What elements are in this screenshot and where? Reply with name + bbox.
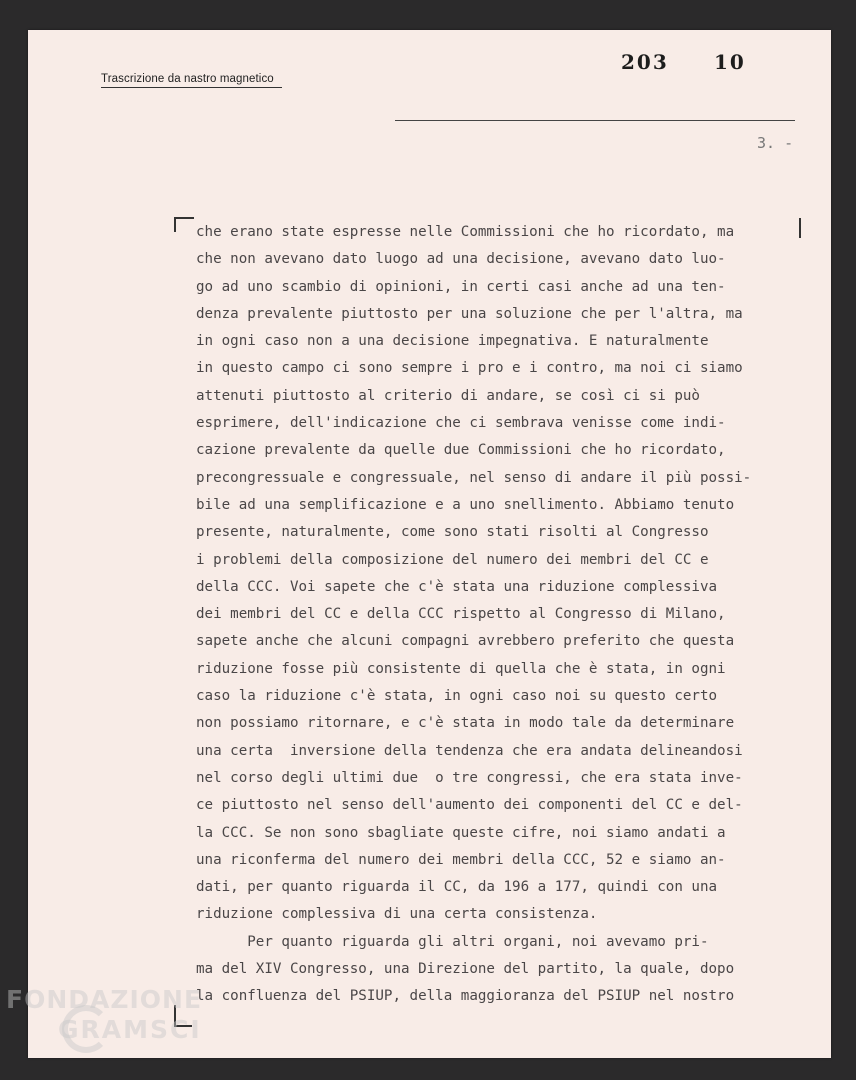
text-line: precongressuale e congressuale, nel senso di andare il più possi- bbox=[196, 469, 752, 486]
watermark-g-logo-icon bbox=[62, 1005, 110, 1053]
text-line: che non avevano dato luogo ad una decisione, avevano dato luo- bbox=[196, 251, 726, 268]
text-line: dati, per quanto riguarda il CC, da 196 a 177, quindi con una bbox=[196, 879, 718, 896]
fondazione-gramsci-watermark bbox=[6, 985, 202, 1045]
text-line: riduzione fosse più consistente di quella che è stata, in ogni bbox=[196, 660, 726, 677]
bracket-top-left bbox=[174, 217, 194, 232]
text-line: attenuti piuttosto al criterio di andare, se così ci si può bbox=[196, 387, 700, 404]
text-line: i problemi della composizione del numero dei membri del CC e bbox=[196, 551, 709, 568]
page-number: 3. - bbox=[757, 134, 794, 152]
text-line: la CCC. Se non sono sbagliate queste cifre, noi siamo andati a bbox=[196, 824, 726, 841]
text-line: cazione prevalente da quelle due Commissioni che ho ricordato, bbox=[196, 442, 726, 459]
header-rule bbox=[395, 120, 795, 121]
text-line: riduzione complessiva di una certa consistenza. bbox=[196, 906, 598, 923]
text-line: una riconferma del numero dei membri della CCC, 52 e siamo an- bbox=[196, 851, 726, 868]
text-line: Per quanto riguarda gli altri organi, noi avevamo pri- bbox=[196, 933, 709, 950]
text-line: una certa inversione della tendenza che era andata delineandosi bbox=[196, 742, 743, 759]
text-line: denza prevalente piuttosto per una soluzione che per l'altra, ma bbox=[196, 305, 743, 322]
text-line: bile ad una semplificazione e a uno snellimento. Abbiamo tenuto bbox=[196, 496, 735, 513]
text-line: la confluenza del PSIUP, della maggioranza del PSIUP nel nostro bbox=[196, 988, 735, 1005]
text-line: nel corso degli ultimi due o tre congressi, che era stata inve- bbox=[196, 769, 743, 786]
text-line: caso la riduzione c'è stata, in ogni caso noi su questo certo bbox=[196, 688, 718, 705]
text-line: esprimere, dell'indicazione che ci sembrava venisse come indi- bbox=[196, 415, 726, 432]
document-page bbox=[28, 30, 831, 1058]
text-line: che erano state espresse nelle Commissioni che ho ricordato, ma bbox=[196, 224, 735, 240]
text-line: della CCC. Voi sapete che c'è stata una riduzione complessiva bbox=[196, 578, 718, 595]
text-line: dei membri del CC e della CCC rispetto al Congresso di Milano, bbox=[196, 606, 726, 623]
watermark-line-1: FONDAZIONE bbox=[6, 985, 203, 1014]
text-line: ma del XIV Congresso, una Direzione del partito, la quale, dopo bbox=[196, 961, 735, 978]
label-underline bbox=[101, 87, 282, 88]
text-line: in ogni caso non a una decisione impegnativa. E naturalmente bbox=[196, 333, 709, 350]
text-line: in questo campo ci sono sempre i pro e i contro, ma noi ci siamo bbox=[196, 360, 743, 377]
transcription-label: Trascrizione da nastro magnetico bbox=[101, 73, 274, 85]
typed-body-text bbox=[196, 219, 816, 1011]
text-line: sapete anche che alcuni compagni avrebbero preferito che questa bbox=[196, 633, 735, 650]
text-line: go ad uno scambio di opinioni, in certi casi anche ad una ten- bbox=[196, 278, 726, 295]
text-line: non possiamo ritornare, e c'è stata in modo tale da determinare bbox=[196, 715, 735, 732]
watermark-line-2: GRAMSCI bbox=[58, 1015, 202, 1044]
archive-number-a: 203 bbox=[621, 50, 669, 74]
text-line: presente, naturalmente, come sono stati risolti al Congresso bbox=[196, 524, 709, 541]
text-line: ce piuttosto nel senso dell'aumento dei componenti del CC e del- bbox=[196, 797, 743, 814]
archive-number-b: 10 bbox=[714, 50, 746, 74]
